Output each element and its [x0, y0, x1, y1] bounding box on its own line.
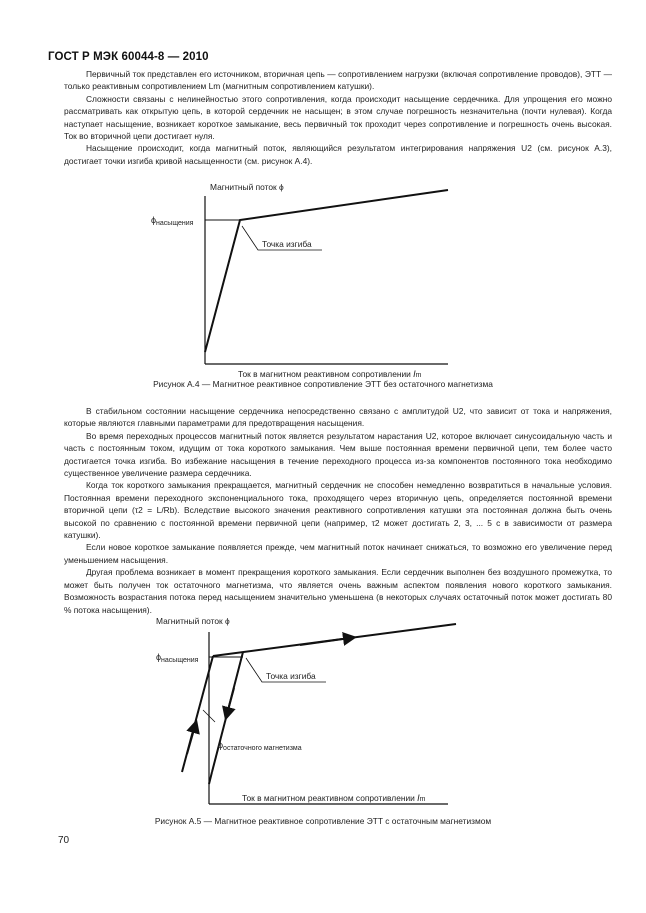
paragraph: Насыщение происходит, когда магнитный поток, являющийся результатом интегрирования напряжения U2 (см. рисунок А.3), достигает точки изгиба кривой насыщенности (см. рисунок А.4). [64, 143, 612, 166]
x-axis-label: Ток в магнитном реактивном сопротивлении Im [242, 793, 426, 803]
y-axis-label: Магнитный поток ϕ [156, 616, 230, 626]
saturation-label: $\phi_{насыщения}$ [151, 215, 194, 227]
y-axis-label: Магнитный поток ϕ [210, 182, 284, 192]
figure-a4-diagram [0, 176, 646, 386]
page-number: 70 [58, 835, 70, 846]
magnetization-curve [205, 190, 448, 352]
figure-a5-diagram [0, 614, 646, 819]
paragraph: Если новое короткое замыкание появляется прежде, чем магнитный поток начинает снижаться, то возможно его увеличение перед уменьшением насыщения. [64, 542, 612, 565]
paragraph: Во время переходных процессов магнитный поток является результатом нарастания U2, которое включает синусоидальную часть и часть с постоянным током, идущим от тока короткого замыкания. Чем выше постоянная времени первичной цепи, тем более часто достигается точка изгиба. Во избежание насыщения в течение переходного процесса из-за компонентов постоянного тока необходимо существенное увеличение размера сердечника. [64, 430, 612, 479]
section2-text [64, 405, 612, 616]
figure-a5-caption: Рисунок А.5 — Магнитное реактивное сопротивление ЭТТ с остаточным магнетизмом [154, 816, 492, 826]
paragraph: Другая проблема возникает в момент прекращения короткого замыкания. Если сердечник выполнен без воздушного промежутка, то может быть получен ток остаточного магнетизма, что является очень важным аспектом появления нового короткого замыкания. Возможность возрастания потока перед насыщением значительно уменьшена (в некоторых случаях остаточный поток может достигать 80 % потока насыщения). [64, 567, 612, 615]
section1-text [64, 68, 612, 167]
paragraph: Когда ток короткого замыкания прекращается, магнитный сердечник не способен немедленно возвратиться в начальные условия. Постоянная времени переходного экспоненциального тока, проходящего через вторичную цепь, определяется постоянной времени вторичной цепи (τ2 = L/Rb). Вследствие высокого значения реактивного сопротивления катушки эта постоянная должна быть очень высокой по сравнению с постоянной времени первичной цепи (например, τ2 может достигать 2, 3, ... 5 с в зависимости от размера катушки). [64, 480, 612, 541]
x-axis-label: Ток в магнитном реактивном сопротивлении Im [238, 369, 422, 379]
residual-label: $\phi_{остаточного магнетизма}$ [218, 740, 302, 752]
knee-label: Точка изгиба [262, 239, 312, 249]
saturated-arrow [300, 638, 350, 645]
falling-arrow [227, 688, 234, 714]
figure-a5 [0, 614, 646, 819]
paragraph: Первичный ток представлен его источником, вторичная цепь — сопротивлением нагрузки (включая сопротивление проводов), ЭТТ — только реактивным сопротивлением Lm (магнитным сопротивлением катушки). [64, 69, 612, 92]
knee-label: Точка изгиба [266, 671, 316, 681]
rising-branch [182, 656, 213, 772]
document-header: ГОСТ Р МЭК 60044-8 — 2010 [48, 51, 209, 63]
paragraph: В стабильном состоянии насыщение сердечника непосредственно связано с амплитудой U2, что зависит от тока и напряжения, которые являются главными параметрами для предотвращения насыщения. [64, 406, 612, 429]
rising-arrow [187, 726, 195, 754]
paragraph: Сложности связаны с нелинейностью этого сопротивления, когда происходит насыщение сердечника. Для упрощения его можно рассматривать как открытую цепь, в которой сердечник не насыщен; в этом случае погрешность незначительна (почти нулевая). Когда наступает насыщение, возникает короткое замыкание, весь первичный ток проходит через сопротивление и погрешность очень высокая. Ток во вторичной цепи достигает нуля. [64, 93, 612, 142]
figure-a4-caption: Рисунок А.4 — Магнитное реактивное сопротивление ЭТТ без остаточного магнетизма [153, 379, 493, 389]
saturation-label: $\phi_{насыщения}$ [156, 652, 199, 664]
figure-a4 [0, 176, 646, 386]
